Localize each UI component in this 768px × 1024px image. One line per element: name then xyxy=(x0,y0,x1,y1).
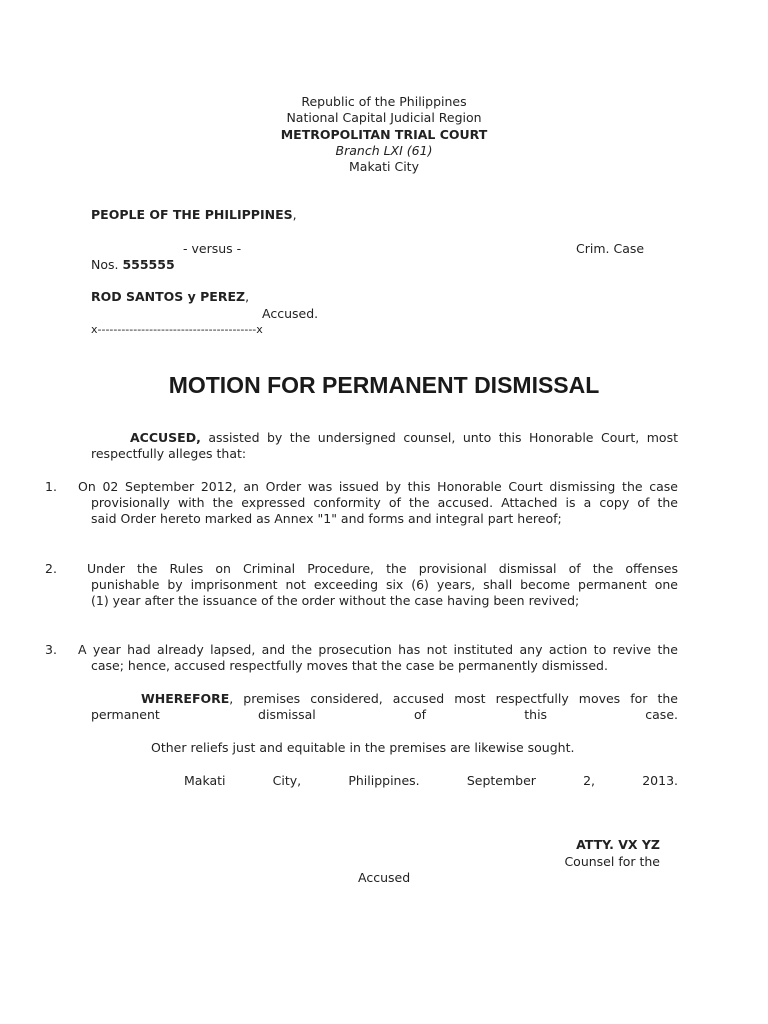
caption-plaintiff xyxy=(91,207,297,223)
wherefore-line-1 xyxy=(141,691,678,707)
caption-accused xyxy=(91,289,249,305)
signature-role-line-2: Accused xyxy=(358,870,411,885)
intro-text-1: assisted by the undersigned counsel, unto this Honorable Court, most xyxy=(200,430,678,445)
signature-role-line-1: Counsel for the xyxy=(564,854,660,869)
place-and-date: Makati City, Philippines. September 2, 2013. xyxy=(184,773,678,788)
header-republic: Republic of the Philippines xyxy=(301,94,467,109)
header-court: METROPOLITAN TRIAL COURT xyxy=(280,127,488,142)
wherefore-lead: WHEREFORE xyxy=(141,691,230,706)
header-region: National Capital Judicial Region xyxy=(286,110,482,125)
accused-comma: , xyxy=(245,289,250,304)
signature-name: ATTY. VX YZ xyxy=(576,837,660,852)
document-title: MOTION FOR PERMANENT DISMISSAL xyxy=(168,372,600,398)
item-1-line-3: said Order hereto marked as Annex "1" and forms and integral part hereof; xyxy=(91,511,562,526)
header-city: Makati City xyxy=(349,159,419,174)
item-2-line-1: Under the Rules on Criminal Procedure, the provisional dismissal of the offenses xyxy=(87,561,678,576)
item-2-number: 2. xyxy=(45,561,57,576)
plaintiff-comma: , xyxy=(292,207,297,222)
item-1-number: 1. xyxy=(45,479,57,494)
wherefore-text-1: , premises considered, accused most respectfully moves for the xyxy=(229,691,678,706)
other-reliefs: Other reliefs just and equitable in the premises are likewise sought. xyxy=(151,740,575,755)
case-number: 555555 xyxy=(122,257,175,272)
item-3-number: 3. xyxy=(45,642,57,657)
caption-accused-label: Accused. xyxy=(262,306,319,321)
item-1-line-2: provisionally with the expressed conformity of the accused. Attached is a copy of the xyxy=(91,495,678,510)
item-2-line-2: punishable by imprisonment not exceeding six (6) years, shall become permanent one xyxy=(91,577,678,592)
item-2-line-3: (1) year after the issuance of the order without the case having been revived; xyxy=(91,593,580,608)
intro-line-2: respectfully alleges that: xyxy=(91,446,247,461)
header-branch: Branch LXI (61) xyxy=(335,143,433,158)
case-nos-label: Nos. xyxy=(91,257,119,272)
wherefore-line-2: permanent dismissal of this case. xyxy=(91,707,678,722)
caption-versus: - versus - xyxy=(183,241,242,256)
item-1-line-1: On 02 September 2012, an Order was issued by this Honorable Court dismissing the case xyxy=(78,479,678,494)
caption-case-number-line xyxy=(91,257,175,273)
caption-case-label: Crim. Case xyxy=(576,241,645,256)
accused-name: ROD SANTOS y PEREZ xyxy=(91,289,246,304)
item-3-line-1: A year had already lapsed, and the prosecution has not instituted any action to revive the xyxy=(78,642,678,657)
intro-lead: ACCUSED, xyxy=(130,430,201,445)
plaintiff-name: PEOPLE OF THE PHILIPPINES xyxy=(91,207,293,222)
caption-separator: x----------------------------------------x xyxy=(91,323,263,336)
item-3-line-2: case; hence, accused respectfully moves that the case be permanently dismissed. xyxy=(91,658,608,673)
intro-line-1 xyxy=(130,430,678,446)
